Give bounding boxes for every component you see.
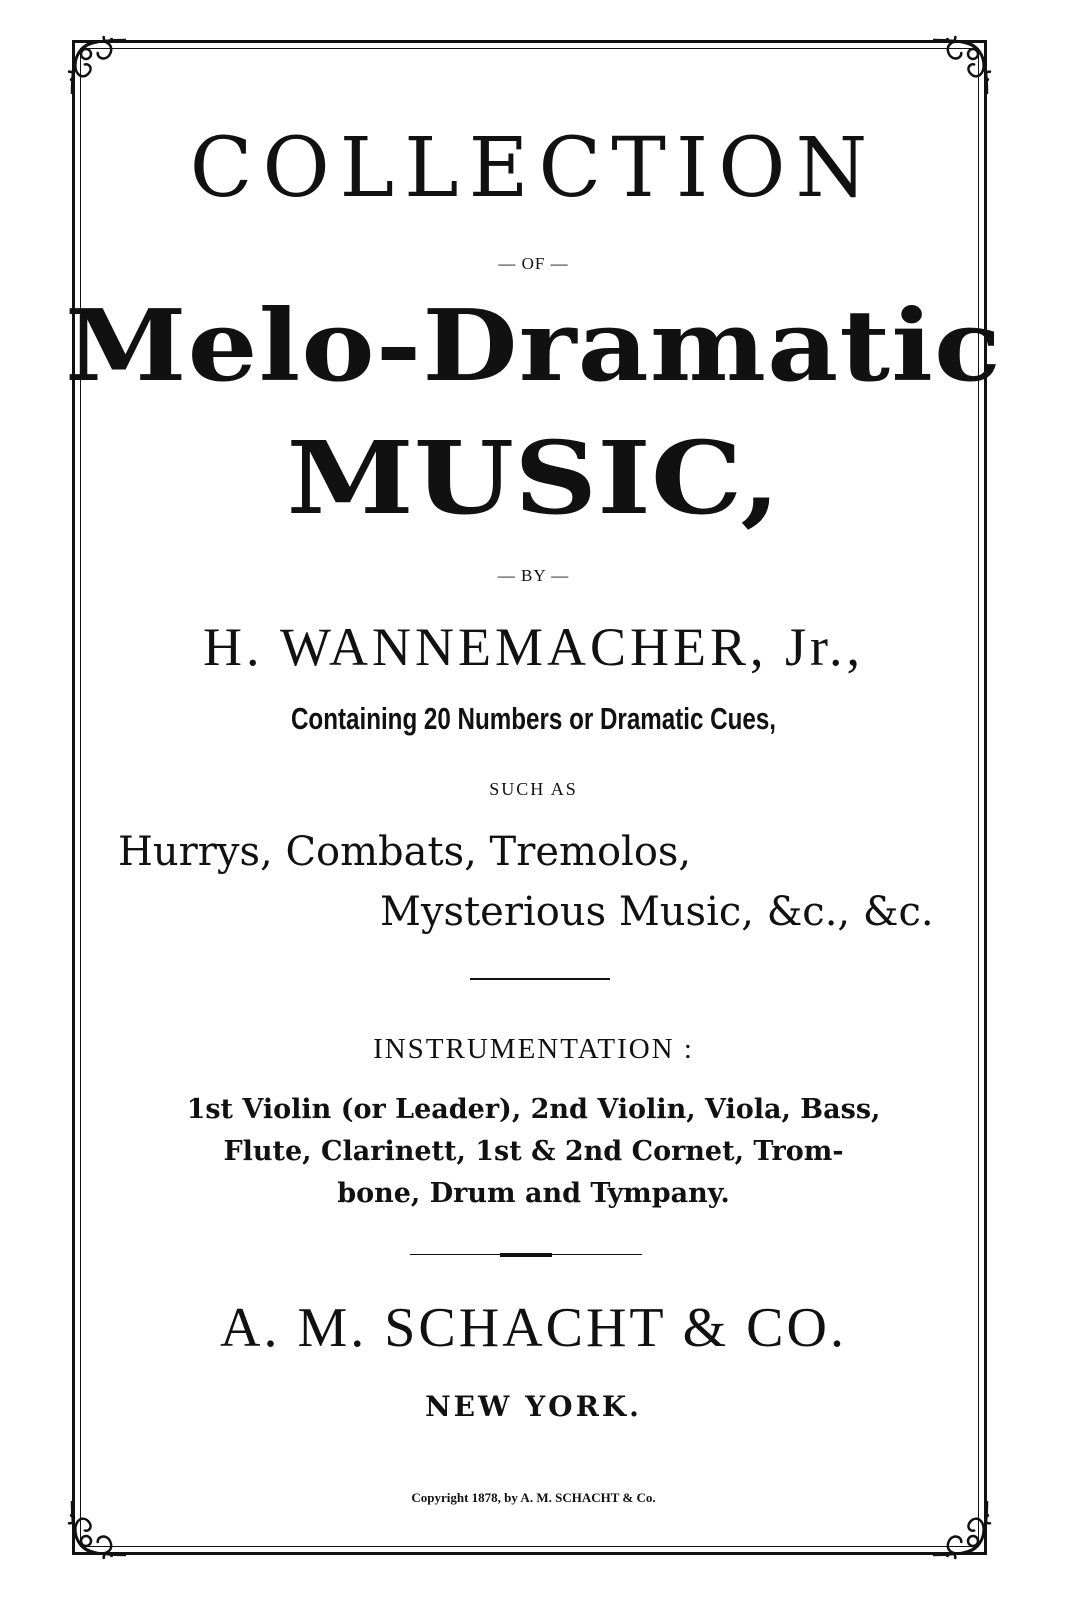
contents-description: Containing 20 Numbers or Dramatic Cues, xyxy=(290,701,777,736)
such-as-label: SUCH AS xyxy=(489,779,578,799)
instrumentation-line: bone, Drum and Tympany. xyxy=(337,1178,730,1209)
title-collection: COLLECTION xyxy=(189,121,878,216)
instrumentation-line: Flute, Clarinett, 1st & 2nd Cornet, Trom- xyxy=(223,1136,844,1167)
author-name: H. WANNEMACHER, Jr., xyxy=(202,617,865,677)
divider-rule-center xyxy=(500,1253,552,1257)
instrumentation-line: 1st Violin (or Leader), 2nd Violin, Viola, Bass, xyxy=(186,1094,881,1125)
title-main-line2: MUSIC, xyxy=(286,419,781,537)
title-main-line1: Melo-Dramatic xyxy=(65,289,1002,404)
corner-ornament-icon xyxy=(925,32,995,102)
title-of: — OF — xyxy=(498,254,569,273)
copyright-notice: Copyright 1878, by A. M. SCHACHT & Co. xyxy=(411,1490,656,1505)
examples-line2: Mysterious Music, &c., &c. xyxy=(380,889,934,935)
publisher-city: NEW YORK. xyxy=(425,1390,642,1423)
examples-line1: Hurrys, Combats, Tremolos, xyxy=(118,829,692,875)
byline-by: — BY — xyxy=(497,566,570,585)
publisher-name: A. M. SCHACHT & CO. xyxy=(220,1297,847,1359)
divider-rule xyxy=(470,978,610,980)
instrumentation-heading: INSTRUMENTATION : xyxy=(373,1033,694,1065)
corner-ornament-icon xyxy=(64,32,134,102)
